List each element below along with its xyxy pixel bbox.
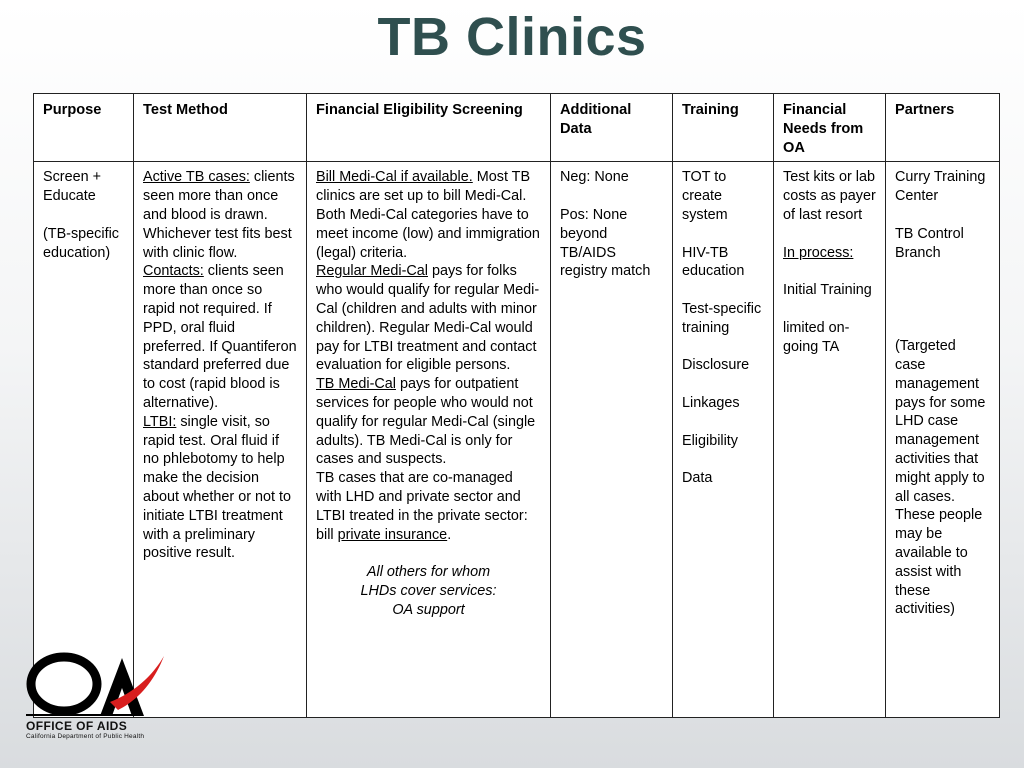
medical-categories-text: Both Medi-Cal categories have to meet income (low) and immigration (legal) criteria. <box>316 206 540 261</box>
cell-financial-eligibility <box>307 162 551 718</box>
tb-clinics-table <box>33 93 1000 718</box>
pos-none: Pos: None beyond TB/AIDS registry match <box>560 206 651 280</box>
curry-training-center: Curry Training Center <box>895 169 986 205</box>
training-item: Test-specific training <box>682 300 762 336</box>
header-additional-data: Additional Data <box>551 94 673 162</box>
training-item: Eligibility <box>682 432 738 449</box>
comanaged-text: TB cases that are co-managed with LHD and private sector and LTBI treated in the private sector: bill <box>316 470 528 543</box>
header-financial-eligibility: Financial Eligibility Screening <box>307 94 551 162</box>
limited-ta-text: limited on-going TA <box>783 319 850 355</box>
regular-medical-label: Regular Medi-Cal <box>316 263 428 280</box>
test-kits-text: Test kits or lab costs as payer of last resort <box>783 169 876 223</box>
header-partners: Partners <box>886 94 1000 162</box>
purpose-screen-educate: Screen + Educate <box>43 169 101 205</box>
active-tb-text: clients seen more than once and blood is drawn. Whichever test fits best with clinic flow. <box>143 169 295 261</box>
private-insurance-label: private insurance <box>337 526 448 543</box>
cell-training <box>673 162 774 718</box>
header-purpose: Purpose <box>34 94 134 162</box>
cell-test-method <box>134 162 307 718</box>
active-tb-label: Active TB cases: <box>143 169 250 186</box>
tb-medical-label: TB Medi-Cal <box>316 376 396 393</box>
period: . <box>447 526 452 543</box>
cell-financial-needs <box>774 162 886 718</box>
initial-training-text: Initial Training <box>783 282 872 299</box>
training-item: Linkages <box>682 394 740 411</box>
logo-rule <box>26 714 141 716</box>
ltbi-text: single visit, so rapid test. Oral fluid if no phlebotomy to help make the decision about whether or not to initiate LTBI treatment with a preliminary positive result. <box>143 413 292 562</box>
logo-o-shape <box>31 657 97 711</box>
ltbi-label: LTBI: <box>143 413 177 430</box>
tb-control-branch: TB Control Branch <box>895 225 964 261</box>
header-training: Training <box>673 94 774 162</box>
training-item: Data <box>682 470 713 487</box>
training-item: Disclosure <box>682 357 750 374</box>
header-test-method: Test Method <box>134 94 307 162</box>
others-line-3: OA support <box>392 601 465 618</box>
others-line-2: LHDs cover services: <box>360 582 497 599</box>
logo-subtitle: California Department of Public Health <box>26 733 145 740</box>
regular-medical-text: pays for folks who would qualify for regular Medi-Cal (children and adults with minor children). Regular Medi-Cal would pay for LTBI treatment and contact evaluation for eligible persons. <box>316 263 540 374</box>
logo-name: OFFICE OF AIDS <box>26 719 128 733</box>
training-item: HIV-TB education <box>682 244 745 280</box>
purpose-tb-education: (TB-specific education) <box>43 225 119 261</box>
bill-medical-label: Bill Medi-Cal if available. <box>316 169 473 186</box>
targeted-case-management: (Targeted case management pays for some LHD case management activities that might apply to all cases. These people may be available to assist with these activities) <box>895 338 986 618</box>
contacts-text: clients seen more than once so rapid not required. If PPD, oral fluid preferred. If Quantiferon standard preferred due to cost (rapid blood is alternative). <box>143 263 297 411</box>
bill-medical-text: Most TB clinics are set up to bill Medi-Cal. <box>316 169 531 205</box>
others-line-1: All others for whom <box>366 564 491 581</box>
contacts-label: Contacts: <box>143 263 204 280</box>
neg-none: Neg: None <box>560 169 629 186</box>
page-title: TB Clinics <box>377 7 647 67</box>
header-financial-needs: Financial Needs from OA <box>774 94 886 162</box>
cell-additional-data <box>551 162 673 718</box>
table-row <box>34 162 1000 718</box>
training-item: TOT to create system <box>682 169 728 223</box>
tb-medical-text: pays for outpatient services for people who would not qualify for regular Medi-Cal (single adults). TB Medi-Cal is only for cases and suspects. <box>316 376 536 468</box>
cell-partners <box>886 162 1000 718</box>
in-process-label: In process: <box>783 244 854 261</box>
table-header-row <box>34 94 1000 162</box>
cell-purpose <box>34 162 134 718</box>
